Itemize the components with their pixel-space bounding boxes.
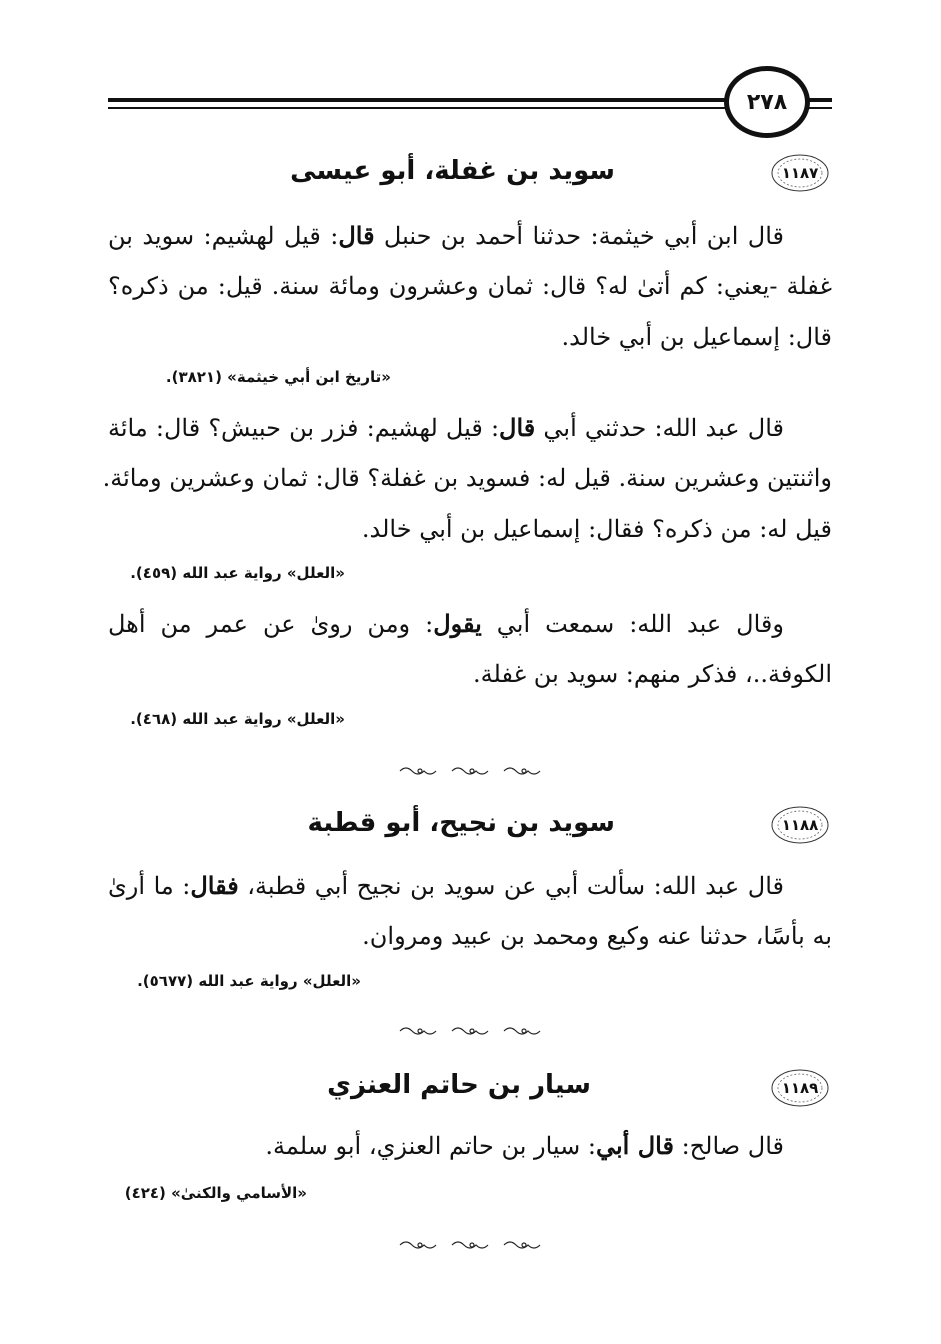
source-citation: «العلل» رواية عبد الله (٤٥٩). xyxy=(130,564,345,582)
entry-title: سويد بن غفلة، أبو عيسى xyxy=(290,156,615,186)
entry-badge xyxy=(770,1068,830,1108)
entry-title: سيار بن حاتم العنزي xyxy=(327,1070,591,1100)
text-line: واثنتين وعشرين سنة. قيل له: فسويد بن غفلة؟ قال: ثمان وعشرين ومائة. xyxy=(102,464,832,492)
entry-number: ١١٨٨ xyxy=(781,816,819,834)
paragraph xyxy=(108,598,832,700)
source-citation: «تاريخ ابن أبي خيثمة» (٣٨٢١). xyxy=(165,368,391,386)
section-divider-ornament-icon xyxy=(396,762,550,774)
entry-badge xyxy=(770,153,830,193)
text-line: قال عبد الله: سألت أبي عن سويد بن نجيح أبي قطبة، فقال: ما أرىٰ xyxy=(108,871,784,900)
text-line: قيل له: من ذكره؟ فقال: إسماعيل بن أبي خالد. xyxy=(361,515,832,543)
text-line: به بأسًا، حدثنا عنه وكيع ومحمد بن عبيد ومروان. xyxy=(362,922,832,950)
text-line: قال ابن أبي خيثمة: حدثنا أحمد بن حنبل قال: قيل لهشيم: سويد بن xyxy=(108,221,784,250)
text-line: وقال عبد الله: سمعت أبي يقول: ومن روىٰ عن عمر من أهل xyxy=(108,609,784,638)
source-citation: «الأسامي والكنىٰ» (٤٢٤) xyxy=(124,1184,307,1202)
paragraph xyxy=(108,1120,832,1171)
header-rule-right-thin xyxy=(806,107,832,109)
entry-number: ١١٨٩ xyxy=(781,1079,819,1097)
paragraph xyxy=(108,860,832,962)
page-number: ٢٧٨ xyxy=(746,89,788,115)
entry-title: سويد بن نجيح، أبو قطبة xyxy=(307,808,615,838)
section-divider-ornament-icon xyxy=(396,1022,550,1034)
text-line: قال صالح: قال أبي: سيار بن حاتم العنزي، أبو سلمة. xyxy=(265,1131,784,1160)
paragraph xyxy=(108,210,832,363)
source-citation: «العلل» رواية عبد الله (٥٦٧٧). xyxy=(137,972,361,990)
section-divider-ornament-icon xyxy=(396,1236,550,1248)
entry-number: ١١٨٧ xyxy=(781,164,819,182)
text-line: الكوفة..، فذكر منهم: سويد بن غفلة. xyxy=(473,660,832,688)
header-rule-thick xyxy=(108,98,728,102)
text-line: قال عبد الله: حدثني أبي قال: قيل لهشيم: فزر بن حبيش؟ قال: مائة xyxy=(108,413,784,442)
source-citation: «العلل» رواية عبد الله (٤٦٨). xyxy=(130,710,345,728)
header-rule-thin xyxy=(108,107,728,109)
page-number-frame xyxy=(724,66,810,138)
paragraph xyxy=(102,402,832,555)
text-line: قال: إسماعيل بن أبي خالد. xyxy=(561,323,832,351)
entry-badge xyxy=(770,805,830,845)
text-line: غفلة -يعني: كم أتىٰ له؟ قال: ثمان وعشرون ومائة سنة. قيل: من ذكره؟ xyxy=(108,272,832,300)
